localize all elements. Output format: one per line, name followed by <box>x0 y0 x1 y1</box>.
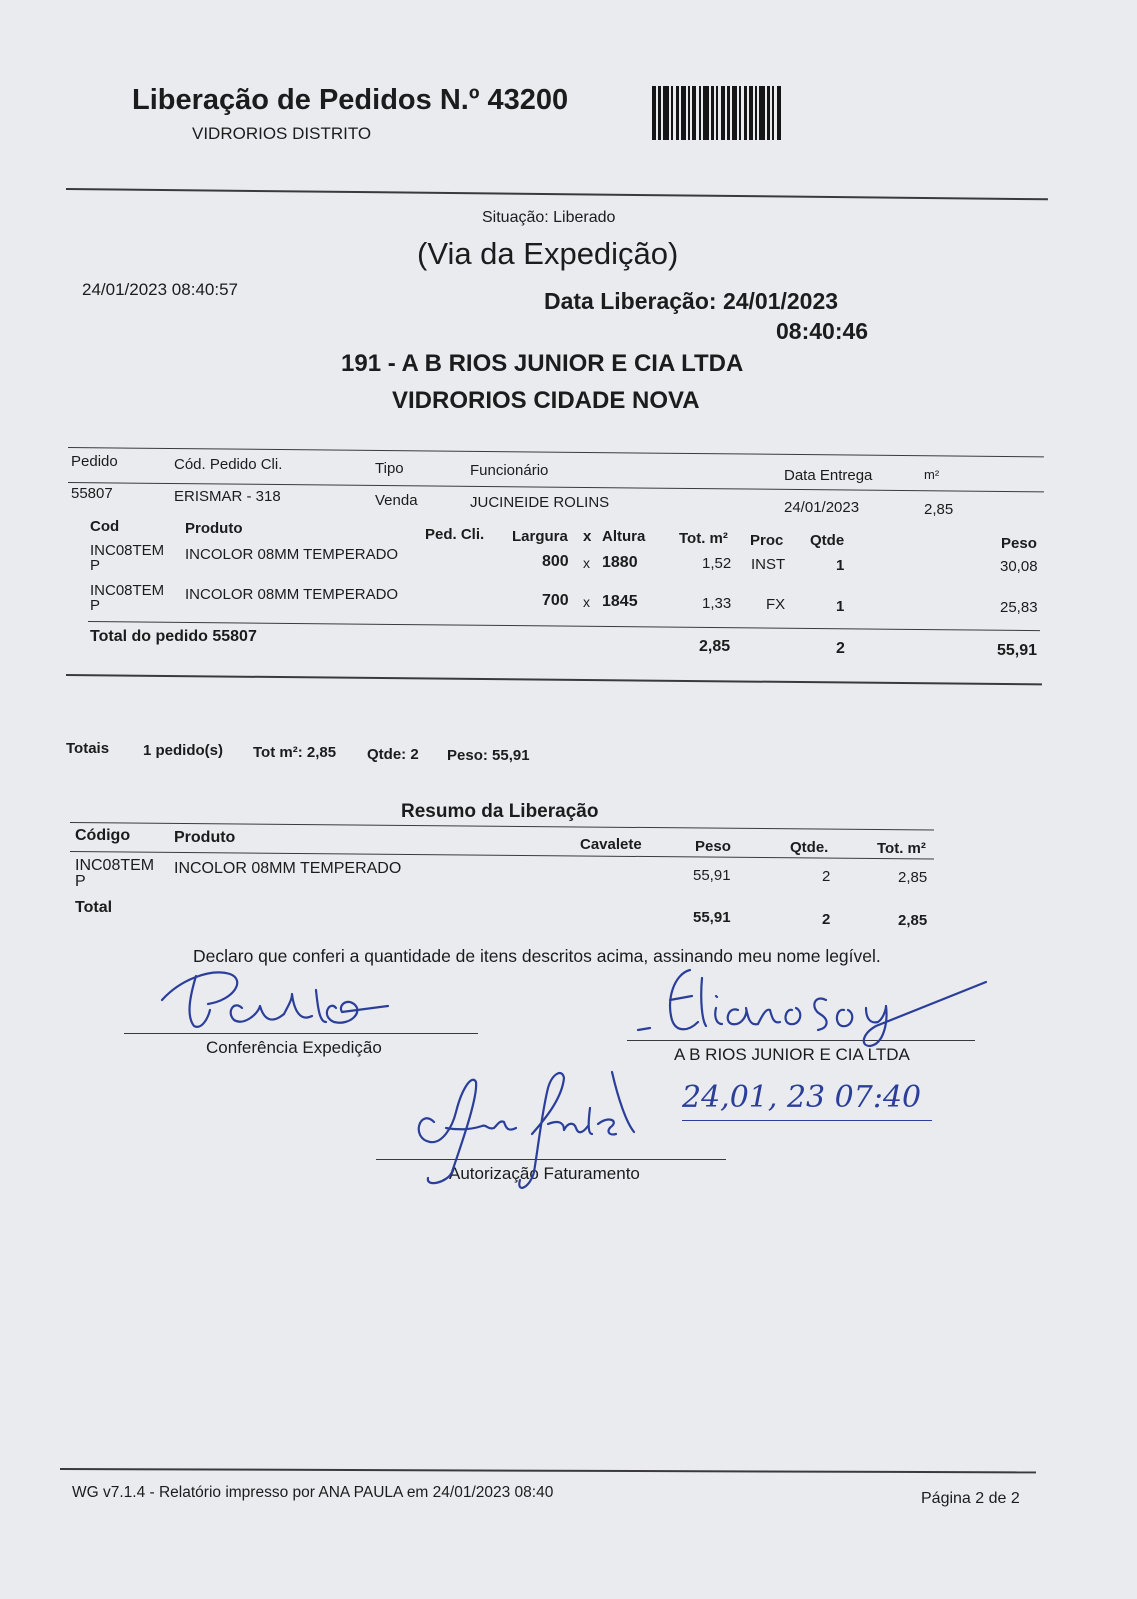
order-pedido: 55807 <box>71 485 113 502</box>
summary-total-tot-m2: 2,85 <box>898 912 928 929</box>
col-m2: m² <box>924 467 940 482</box>
declaration-text: Declaro que conferi a quantidade de itens descritos acima, assinando meu nome legível. <box>193 946 881 966</box>
divider <box>66 674 1042 685</box>
col-data-entrega: Data Entrega <box>784 467 873 484</box>
item-altura: 1845 <box>602 593 638 610</box>
item-altura: 1880 <box>602 554 638 571</box>
totals-pedidos: 1 pedido(s) <box>143 742 224 759</box>
totals-label: Totais <box>66 740 110 757</box>
item-col-altura: Altura <box>602 528 646 545</box>
release-date: Data Liberação: 24/01/2023 <box>544 288 839 314</box>
summary-col-tot-m2: Tot. m² <box>877 840 926 857</box>
item-peso: 30,08 <box>1000 558 1038 575</box>
document-title: Liberação de Pedidos N.º 43200 <box>132 84 569 116</box>
col-cod-pedido-cli: Cód. Pedido Cli. <box>174 456 283 473</box>
customer-branch: VIDRORIOS CIDADE NOVA <box>392 387 700 414</box>
customer-name: 191 - A B RIOS JUNIOR E CIA LTDA <box>341 350 744 377</box>
item-largura: 700 <box>542 592 569 609</box>
item-peso: 25,83 <box>1000 599 1038 616</box>
summary-total-peso: 55,91 <box>693 909 731 926</box>
order-total-qtde: 2 <box>836 640 845 657</box>
item-largura: 800 <box>542 553 569 570</box>
item-x: x <box>583 555 590 571</box>
summary-col-qtde: Qtde. <box>790 839 829 856</box>
item-proc: FX <box>766 596 786 613</box>
cliente-label: A B RIOS JUNIOR E CIA LTDA <box>674 1045 910 1064</box>
col-funcionario: Funcionário <box>470 462 549 479</box>
divider <box>66 188 1048 200</box>
order-total-label: Total do pedido 55807 <box>90 628 257 645</box>
item-col-x: x <box>583 528 592 545</box>
conferencia-signature <box>150 960 410 1040</box>
item-col-largura: Largura <box>512 528 568 545</box>
item-qtde: 1 <box>836 598 845 615</box>
summary-col-peso: Peso <box>695 838 731 855</box>
order-m2: 2,85 <box>924 501 954 518</box>
status-text: Situação: Liberado <box>482 209 616 226</box>
totals-peso: Peso: 55,91 <box>447 747 530 764</box>
release-time: 08:40:46 <box>776 318 869 344</box>
barcode <box>652 86 824 140</box>
summary-col-produto: Produto <box>174 829 236 846</box>
summary-produto: INCOLOR 08MM TEMPERADO <box>174 860 402 877</box>
item-produto: INCOLOR 08MM TEMPERADO <box>185 546 399 563</box>
order-tipo: Venda <box>375 492 418 509</box>
summary-col-codigo: Código <box>75 827 131 844</box>
item-cod-cont: P <box>90 597 101 614</box>
summary-total-qtde: 2 <box>822 911 831 928</box>
cliente-signature <box>630 960 1010 1050</box>
printed-timestamp: 24/01/2023 08:40:57 <box>82 280 238 299</box>
order-total-peso: 55,91 <box>997 642 1038 659</box>
order-funcionario: JUCINEIDE ROLINS <box>470 494 610 511</box>
summary-tot-m2: 2,85 <box>898 869 928 886</box>
copy-label: (Via da Expedição) <box>417 236 679 271</box>
summary-col-cavalete: Cavalete <box>580 836 642 853</box>
totals-qtde: Qtde: 2 <box>367 746 419 763</box>
summary-cod-cont: P <box>75 873 86 890</box>
company-name: VIDRORIOS DISTRITO <box>192 124 372 143</box>
item-col-produto: Produto <box>185 520 243 537</box>
item-cod: INC08TEM <box>90 542 165 559</box>
autorizacao-signature <box>412 1068 652 1198</box>
item-tot-m2: 1,52 <box>702 555 732 572</box>
summary-qtde: 2 <box>822 868 831 885</box>
conferencia-label: Conferência Expedição <box>206 1038 382 1057</box>
footer-page-number: Página 2 de 2 <box>921 1490 1020 1507</box>
summary-peso: 55,91 <box>693 867 731 884</box>
item-produto: INCOLOR 08MM TEMPERADO <box>185 586 399 603</box>
order-total-m2: 2,85 <box>699 638 731 655</box>
item-cod-cont: P <box>90 557 101 574</box>
item-col-proc: Proc <box>750 532 784 549</box>
footer-rule <box>60 1468 1036 1473</box>
item-tot-m2: 1,33 <box>702 595 732 612</box>
item-col-qtde: Qtde <box>810 532 845 549</box>
summary-total-label: Total <box>75 899 113 916</box>
order-data-entrega: 24/01/2023 <box>784 499 860 516</box>
handwritten-underline <box>682 1120 932 1121</box>
item-col-peso: Peso <box>1001 535 1037 552</box>
summary-title: Resumo da Liberação <box>401 801 599 822</box>
item-proc: INST <box>751 556 786 573</box>
item-cod: INC08TEM <box>90 582 165 599</box>
col-tipo: Tipo <box>375 460 404 477</box>
item-x: x <box>583 594 590 610</box>
autorizacao-label: Autorização Faturamento <box>449 1164 640 1183</box>
col-pedido: Pedido <box>71 453 118 470</box>
handwritten-date: 24,01, 23 07:40 <box>682 1080 922 1115</box>
order-cod-cli: ERISMAR - 318 <box>174 488 281 505</box>
footer-printed-by: WG v7.1.4 - Relatório impresso por ANA PAULA em 24/01/2023 08:40 <box>72 1484 554 1501</box>
summary-cod: INC08TEM <box>75 857 155 874</box>
item-qtde: 1 <box>836 557 845 574</box>
item-col-ped-cli: Ped. Cli. <box>425 526 485 543</box>
totals-m2: Tot m²: 2,85 <box>253 744 337 761</box>
item-col-tot-m2: Tot. m² <box>679 530 728 547</box>
item-col-cod: Cod <box>90 518 120 535</box>
